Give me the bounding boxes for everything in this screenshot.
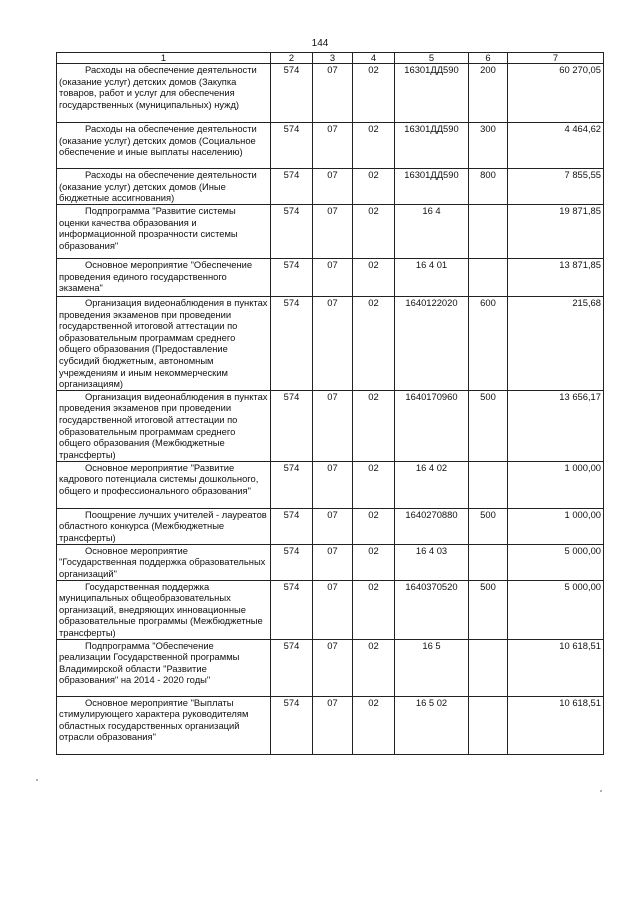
target-article: 16 4 xyxy=(395,205,469,259)
target-article: 16301ДД590 xyxy=(395,169,469,205)
expense-type xyxy=(469,461,508,508)
subsection-code: 02 xyxy=(353,696,395,754)
expense-type: 800 xyxy=(469,169,508,205)
item-name: Подпрограмма "Обеспечение реализации Государственной программы Владимирской области "Развитие образования" на 2014 - 2020 годы" xyxy=(57,639,271,696)
target-article: 1640170960 xyxy=(395,390,469,461)
amount: 7 855,55 xyxy=(508,169,604,205)
subsection-code: 02 xyxy=(353,508,395,544)
target-article: 16 5 02 xyxy=(395,696,469,754)
target-article: 1640270880 xyxy=(395,508,469,544)
header-col-6: 6 xyxy=(469,53,508,64)
header-col-3: 3 xyxy=(313,53,353,64)
target-article: 16 4 02 xyxy=(395,461,469,508)
target-article: 16 4 01 xyxy=(395,259,469,297)
admin-code: 574 xyxy=(271,259,313,297)
subsection-code: 02 xyxy=(353,461,395,508)
subsection-code: 02 xyxy=(353,390,395,461)
item-name: Основное мероприятие "Выплаты стимулирующего характера руководителям областных государственных организаций отрасли образования" xyxy=(57,696,271,754)
item-name: Расходы на обеспечение деятельности (оказание услуг) детских домов (Социальное обеспечение и иные выплаты населению) xyxy=(57,123,271,169)
item-name: Организация видеонаблюдения в пунктах проведения экзаменов при проведении государственной итоговой аттестации по образовательным программам среднего общего образования (Межбюджетные трансферты) xyxy=(57,390,271,461)
target-article: 16301ДД590 xyxy=(395,123,469,169)
amount: 1 000,00 xyxy=(508,461,604,508)
scan-speck xyxy=(36,779,38,781)
table-row xyxy=(57,123,604,169)
admin-code: 574 xyxy=(271,205,313,259)
section-code: 07 xyxy=(313,123,353,169)
amount: 13 656,17 xyxy=(508,390,604,461)
target-article: 1640122020 xyxy=(395,297,469,391)
admin-code: 574 xyxy=(271,544,313,580)
item-name: Расходы на обеспечение деятельности (оказание услуг) детских домов (Иные бюджетные ассигнования) xyxy=(57,169,271,205)
section-code: 07 xyxy=(313,696,353,754)
table-row xyxy=(57,580,604,639)
amount: 10 618,51 xyxy=(508,639,604,696)
expense-type: 200 xyxy=(469,64,508,123)
header-col-4: 4 xyxy=(353,53,395,64)
page-number: 144 xyxy=(311,38,329,49)
section-code: 07 xyxy=(313,297,353,391)
table-row xyxy=(57,64,604,123)
item-name: Организация видеонаблюдения в пунктах проведения экзаменов при проведении государственной итоговой аттестации по образовательным программам среднего общего образования (Предоставление субсидий бюджетным, автономным учреждениям и иным некоммерческим организациям) xyxy=(57,297,271,391)
amount: 19 871,85 xyxy=(508,205,604,259)
table-row xyxy=(57,390,604,461)
table-row xyxy=(57,544,604,580)
section-code: 07 xyxy=(313,169,353,205)
amount: 4 464,62 xyxy=(508,123,604,169)
subsection-code: 02 xyxy=(353,64,395,123)
expense-type: 500 xyxy=(469,390,508,461)
header-col-7: 7 xyxy=(508,53,604,64)
expense-type: 500 xyxy=(469,580,508,639)
table-row xyxy=(57,297,604,391)
subsection-code: 02 xyxy=(353,544,395,580)
item-name: Основное мероприятие "Обеспечение проведения единого государственного экзамена" xyxy=(57,259,271,297)
target-article: 1640370520 xyxy=(395,580,469,639)
subsection-code: 02 xyxy=(353,639,395,696)
admin-code: 574 xyxy=(271,64,313,123)
subsection-code: 02 xyxy=(353,169,395,205)
table-row xyxy=(57,508,604,544)
expense-type xyxy=(469,259,508,297)
expense-type: 300 xyxy=(469,123,508,169)
amount: 10 618,51 xyxy=(508,696,604,754)
subsection-code: 02 xyxy=(353,580,395,639)
admin-code: 574 xyxy=(271,580,313,639)
section-code: 07 xyxy=(313,64,353,123)
header-col-5: 5 xyxy=(395,53,469,64)
admin-code: 574 xyxy=(271,169,313,205)
header-col-2: 2 xyxy=(271,53,313,64)
amount: 60 270,05 xyxy=(508,64,604,123)
section-code: 07 xyxy=(313,508,353,544)
expense-type xyxy=(469,205,508,259)
admin-code: 574 xyxy=(271,696,313,754)
amount: 13 871,85 xyxy=(508,259,604,297)
admin-code: 574 xyxy=(271,297,313,391)
header-row xyxy=(57,53,604,64)
subsection-code: 02 xyxy=(353,123,395,169)
scan-speck xyxy=(600,790,602,792)
amount: 5 000,00 xyxy=(508,544,604,580)
admin-code: 574 xyxy=(271,390,313,461)
admin-code: 574 xyxy=(271,123,313,169)
budget-table xyxy=(56,52,604,755)
admin-code: 574 xyxy=(271,639,313,696)
table-row xyxy=(57,461,604,508)
section-code: 07 xyxy=(313,544,353,580)
admin-code: 574 xyxy=(271,461,313,508)
section-code: 07 xyxy=(313,639,353,696)
target-article: 16301ДД590 xyxy=(395,64,469,123)
amount: 1 000,00 xyxy=(508,508,604,544)
table-row xyxy=(57,639,604,696)
section-code: 07 xyxy=(313,259,353,297)
item-name: Расходы на обеспечение деятельности (оказание услуг) детских домов (Закупка товаров, работ и услуг для обеспечения государственных (муниципальных) нужд) xyxy=(57,64,271,123)
table-row xyxy=(57,205,604,259)
expense-type xyxy=(469,639,508,696)
expense-type: 500 xyxy=(469,508,508,544)
subsection-code: 02 xyxy=(353,259,395,297)
admin-code: 574 xyxy=(271,508,313,544)
amount: 215,68 xyxy=(508,297,604,391)
section-code: 07 xyxy=(313,461,353,508)
amount: 5 000,00 xyxy=(508,580,604,639)
target-article: 16 5 xyxy=(395,639,469,696)
item-name: Государственная поддержка муниципальных общеобразовательных организаций, внедряющих инновационные образовательные программы (Межбюджетные трансферты) xyxy=(57,580,271,639)
expense-type: 600 xyxy=(469,297,508,391)
item-name: Поощрение лучших учителей - лауреатов областного конкурса (Межбюджетные трансферты) xyxy=(57,508,271,544)
table-row xyxy=(57,696,604,754)
item-name: Основное мероприятие "Государственная поддержка образовательных организаций" xyxy=(57,544,271,580)
section-code: 07 xyxy=(313,205,353,259)
item-name: Основное мероприятие "Развитие кадрового потенциала системы дошкольного, общего и профессионального образования" xyxy=(57,461,271,508)
section-code: 07 xyxy=(313,580,353,639)
target-article: 16 4 03 xyxy=(395,544,469,580)
table-row xyxy=(57,169,604,205)
section-code: 07 xyxy=(313,390,353,461)
subsection-code: 02 xyxy=(353,297,395,391)
table-row xyxy=(57,259,604,297)
item-name: Подпрограмма "Развитие системы оценки качества образования и информационной прозрачности системы образования" xyxy=(57,205,271,259)
header-col-1: 1 xyxy=(57,53,271,64)
expense-type xyxy=(469,696,508,754)
subsection-code: 02 xyxy=(353,205,395,259)
expense-type xyxy=(469,544,508,580)
